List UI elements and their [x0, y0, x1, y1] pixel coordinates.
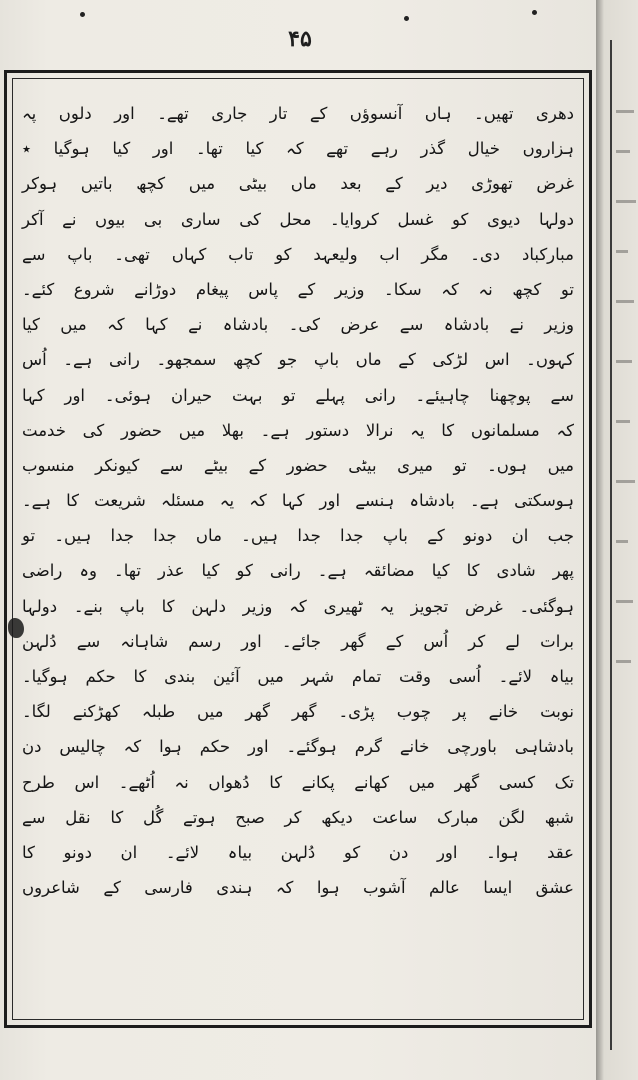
text-line: وزیر نے بادشاہ سے عرض کی۔ بادشاہ نے کہا کہ میں کیا	[22, 315, 574, 335]
text-line: میں ہوں۔ تو میری بیٹی حضور کے بیٹے سے کیونکر منسوب	[22, 455, 574, 475]
urdu-text-block	[18, 96, 578, 1014]
text-line: ہوگئی۔ غرض تجویز یہ ٹھیری کہ وزیر دلہن کا باپ بنے۔ دولہا	[22, 596, 574, 616]
text-line: بادشاہی باورچی خانے گرم ہوگئے۔ اور حکم ہوا کہ چالیس دن	[22, 737, 574, 757]
gutter-shadow	[596, 0, 604, 1080]
text-line: دولہا دیوی کو غسل کروایا۔ محل کی ساری بی بیوں نے آکر	[22, 209, 574, 229]
text-line: عقد ہوا۔ اور دن کو دُلہن بیاہ لائے۔ ان دونو کا	[22, 842, 574, 862]
adjacent-text-fragment	[616, 540, 628, 543]
print-speck	[532, 10, 537, 15]
adjacent-text-fragment	[616, 300, 634, 303]
adjacent-text-fragment	[616, 660, 631, 663]
page-number: ۴۵	[288, 26, 312, 52]
adjacent-text-fragment	[616, 250, 628, 253]
text-line: کہوں۔ اس لڑکی کے ماں باپ جو کچھ سمجھو۔ رانی ہے۔ اُس	[22, 350, 574, 370]
adjacent-text-fragment	[616, 360, 632, 363]
text-line: سے پوچھنا چاہیئے۔ رانی پہلے تو بہت حیران ہوئی۔ اور کہا	[22, 385, 574, 405]
text-line: مبارکباد دی۔ مگر اب ولیعہد کو تاب کہاں تھی۔ باپ سے	[22, 244, 574, 264]
text-line: غرض تھوڑی دیر کے بعد ماں بیٹی میں کچھ باتیں ہوکر	[22, 174, 574, 194]
adjacent-text-fragment	[616, 200, 636, 203]
text-line: جب ان دونو کے باپ جدا جدا ہیں۔ ماں جدا جدا ہیں۔ تو	[22, 526, 574, 546]
text-line: برات لے کر اُس کے گھر جائے۔ اور رسم شاہانہ سے دُلہن	[22, 631, 574, 651]
text-line: ہوسکتی ہے۔ بادشاہ ہنسے اور کہا کہ یہ مسئلہ شریعت کا ہے۔	[22, 491, 574, 511]
print-speck	[80, 12, 85, 17]
adjacent-text-fragment	[616, 600, 633, 603]
ink-blot	[8, 618, 24, 638]
print-speck	[404, 16, 409, 21]
text-line: شبھ لگن مبارک ساعت دیکھ کر صبح ہوتے گُل کا نقل سے	[22, 807, 574, 827]
text-line: نوبت خانے پر چوب پڑی۔ گھر گھر میں طبلہ کھڑکنے لگا۔	[22, 702, 574, 722]
text-line: دھری تھیں۔ ہاں آنسوؤں کے تار جاری تھے۔ اور دلوں پہ	[22, 104, 574, 123]
adjacent-text-fragment	[616, 420, 630, 423]
adjacent-page-edge	[596, 0, 638, 1080]
adjacent-page-border	[610, 40, 612, 1050]
adjacent-text-fragment	[616, 150, 630, 153]
text-line: ہزاروں خیال گذر رہے تھے کہ کیا تھا۔ اور کیا ہوگیا ٭	[22, 139, 574, 159]
text-line: تو کچھ نہ کہ سکا۔ وزیر کے پاس پیغام دوڑانے شروع کئے۔	[22, 279, 574, 299]
text-line: پھر شادی کا کیا مضائقہ ہے۔ رانی کو کیا عذر تھا۔ وہ راضی	[22, 561, 574, 581]
adjacent-text-fragment	[616, 110, 634, 113]
text-line: عشق ایسا عالم آشوب ہوا کہ ہندی فارسی کے شاعروں	[22, 878, 574, 898]
text-line: بیاہ لائے۔ اُسی وقت تمام شہر میں آئین بندی کا حکم ہوگیا۔	[22, 667, 574, 686]
text-line: کہ مسلمانوں کا یہ نرالا دستور ہے۔ بھلا میں حضور کی خدمت	[22, 420, 574, 440]
text-line: تک کسی گھر میں کھانے پکانے کا دُھواں نہ اُٹھے۔ اس طرح	[22, 772, 574, 792]
adjacent-text-fragment	[616, 480, 635, 483]
